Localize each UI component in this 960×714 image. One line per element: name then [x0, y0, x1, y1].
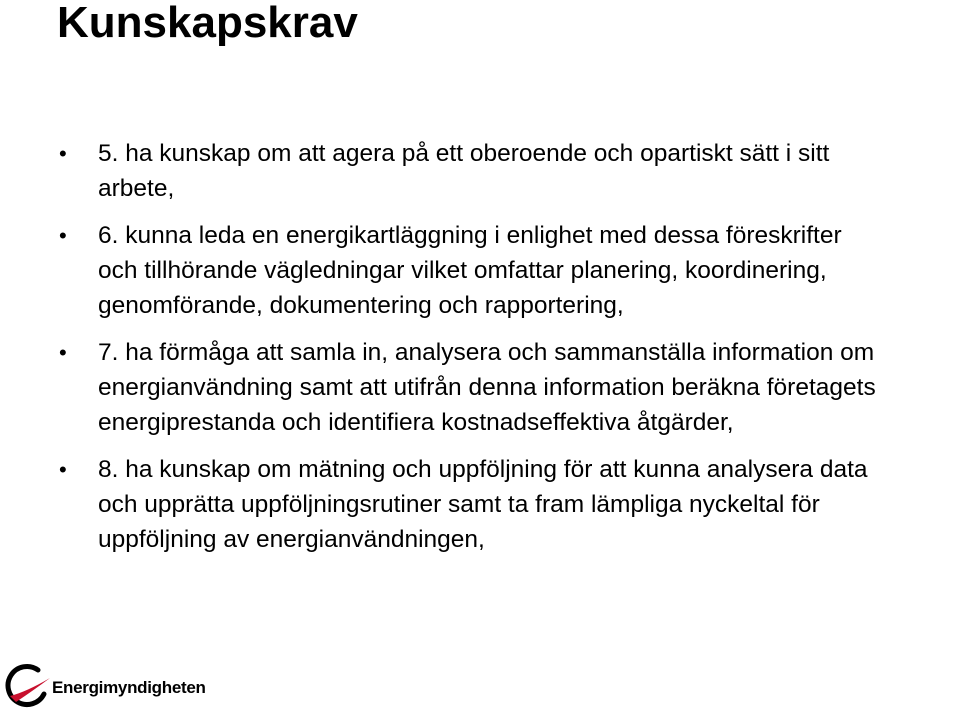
- bullet-text-line: energianvändning samt att utifrån denna information beräkna företagets: [98, 374, 876, 401]
- energimyndigheten-logo: [4, 662, 234, 710]
- bullet-marker: •: [59, 340, 67, 365]
- bullet-text-line: och tillhörande vägledningar vilket omfattar planering, koordinering,: [98, 257, 827, 284]
- bullet-item-6: [57, 218, 957, 323]
- bullet-text-line: uppföljning av energianvändningen,: [98, 526, 485, 553]
- bullet-marker: •: [59, 223, 67, 248]
- bullet-marker: •: [59, 457, 67, 482]
- logo-wordmark: Energimyndigheten: [52, 678, 206, 697]
- bullet-item-5: [57, 136, 957, 206]
- bullet-text-line: arbete,: [98, 175, 175, 202]
- bullet-text-line: 6. kunna leda en energikartläggning i enlighet med dessa föreskrifter: [98, 222, 842, 249]
- bullet-text-line: 5. ha kunskap om att agera på ett oberoende och opartiskt sätt i sitt: [98, 140, 830, 167]
- bullet-text-line: och upprätta uppföljningsrutiner samt ta fram lämpliga nyckeltal för: [98, 491, 820, 518]
- bullet-text-line: genomförande, dokumentering och rapportering,: [98, 292, 624, 319]
- slide-title: Kunskapskrav: [57, 0, 358, 47]
- energimyndigheten-logo-icon: [4, 662, 54, 710]
- bullet-item-7: [57, 335, 957, 440]
- bullet-marker: •: [59, 141, 67, 166]
- bullet-list: [57, 136, 957, 557]
- bullet-text-line: 7. ha förmåga att samla in, analysera och sammanställa information om: [98, 339, 875, 366]
- bullet-text-line: energiprestanda och identifiera kostnadseffektiva åtgärder,: [98, 409, 734, 436]
- bullet-text-line: 8. ha kunskap om mätning och uppföljning för att kunna analysera data: [98, 456, 868, 483]
- bullet-item-8: [57, 452, 957, 557]
